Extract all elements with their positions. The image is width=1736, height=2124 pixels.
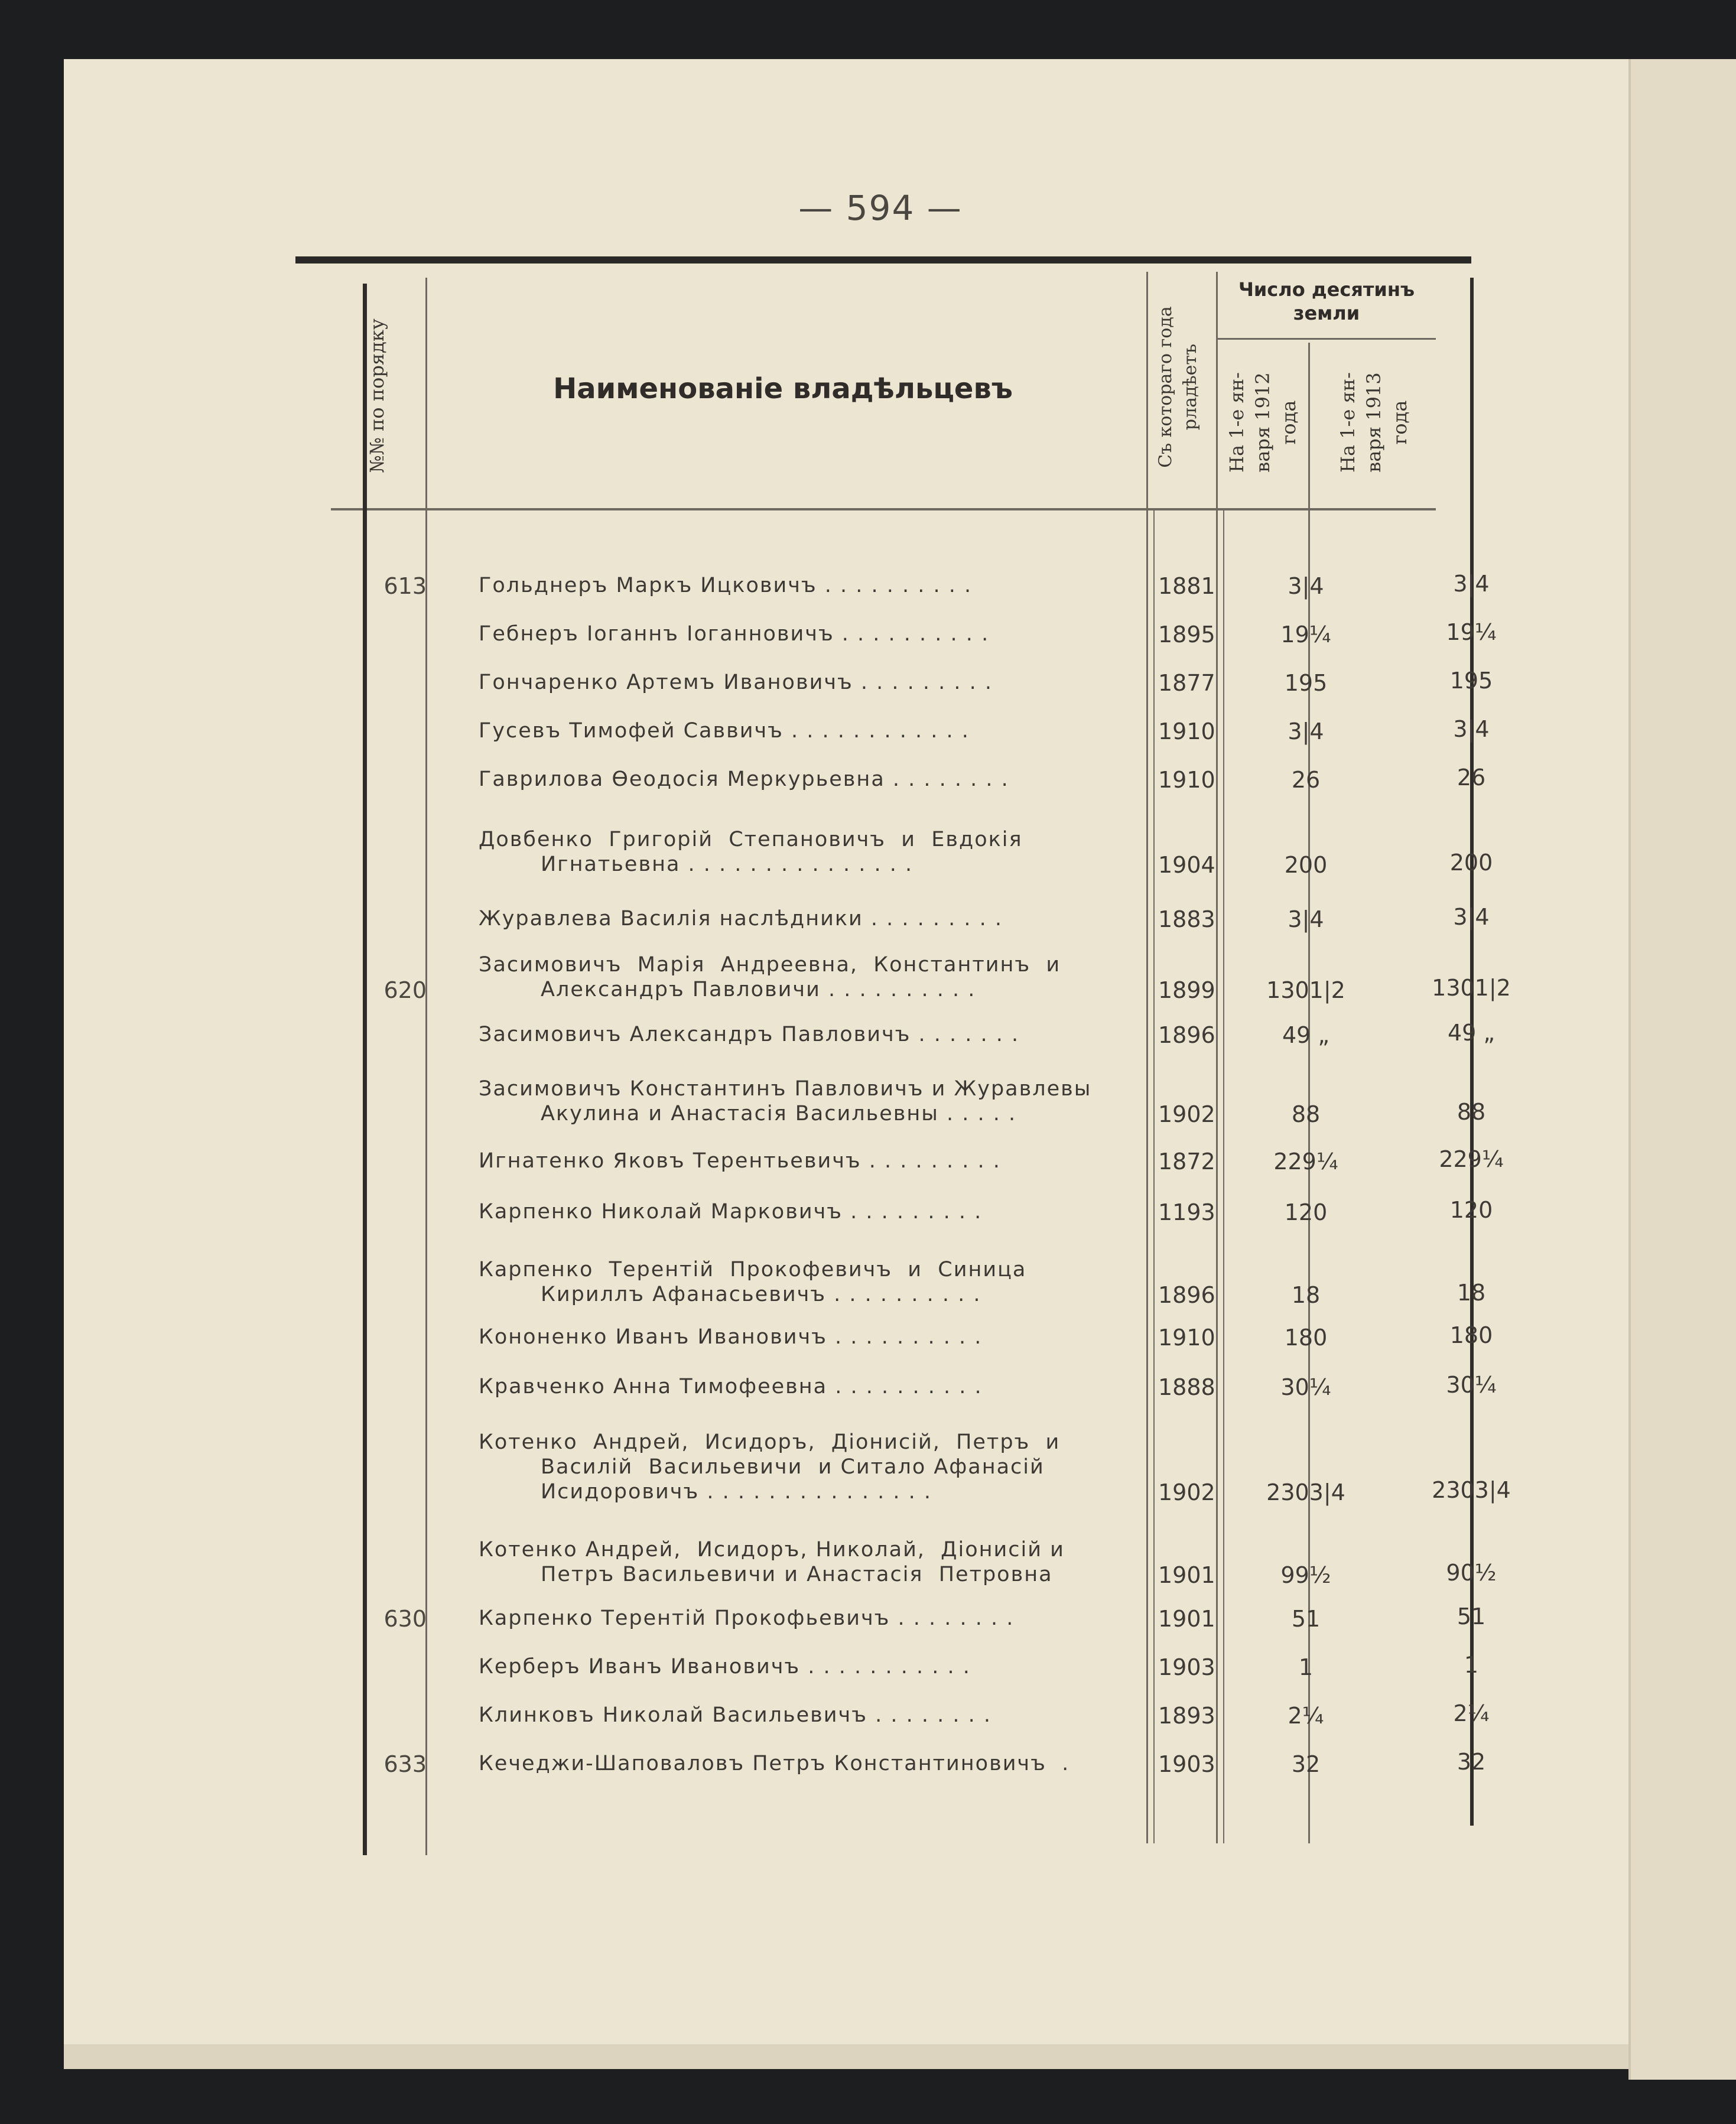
desyatin-1912: 3|4	[1288, 573, 1324, 599]
desyatin-1912: 19¼	[1280, 622, 1331, 648]
since-year: 1903	[1158, 1654, 1215, 1680]
owner-name: Игнатенко Яковъ Терентьевичъ . . . . . . . . .	[479, 1149, 1001, 1173]
row-number: 620	[383, 977, 427, 1003]
desyatin-1913: 200	[1449, 850, 1493, 876]
since-year: 1872	[1158, 1149, 1215, 1175]
desyatin-1913: 18	[1457, 1280, 1486, 1306]
desyatin-1912: 3|4	[1288, 718, 1324, 744]
desyatin-1913: 2303|4	[1432, 1477, 1511, 1503]
owner-name: Кечеджи-Шаповаловъ Петръ Константиновичъ .	[479, 1752, 1070, 1775]
desyatin-1912: 88	[1291, 1101, 1321, 1127]
since-year: 1896	[1158, 1282, 1215, 1308]
since-year: 1910	[1158, 767, 1215, 793]
desyatin-1913: 1301|2	[1432, 975, 1511, 1001]
desyatin-1913: 30¼	[1446, 1372, 1497, 1398]
desyatin-1912: 1	[1298, 1654, 1314, 1680]
since-year: 1903	[1158, 1751, 1215, 1777]
since-year: 1895	[1158, 622, 1215, 648]
owner-name: Довбенко Григорій Степановичъ и Евдокія Игнатьевна . . . . . . . . . . . . . . .	[479, 828, 1023, 876]
desyatin-1912: 2¼	[1288, 1703, 1324, 1729]
owner-name: Кононенко Иванъ Ивановичъ . . . . . . . . . .	[479, 1325, 983, 1349]
owner-name: Журавлева Василія наслѣдники . . . . . . . . .	[479, 907, 1003, 931]
desyatin-1913: 32	[1457, 1749, 1486, 1775]
since-year: 1896	[1158, 1022, 1215, 1048]
desyatin-1913: 195	[1449, 668, 1493, 694]
desyatin-1913: 19¼	[1446, 619, 1497, 645]
desyatin-1913: 2¼	[1453, 1700, 1490, 1726]
table-right-border	[1470, 278, 1474, 1826]
row-number: 630	[383, 1606, 427, 1632]
desyatin-1912: 180	[1284, 1325, 1328, 1351]
since-year: 1883	[1158, 906, 1215, 932]
owner-name: Карпенко Николай Марковичъ . . . . . . . . .	[479, 1200, 983, 1224]
col-divider-name-2	[1153, 508, 1155, 1843]
owner-name: Карпенко Терентій Прокофьевичъ . . . . . . . .	[479, 1606, 1015, 1630]
col-divider-year-2	[1223, 508, 1224, 1843]
page-bottom-edge	[64, 2044, 1628, 2069]
desyatin-1913: 229¼	[1439, 1146, 1504, 1172]
desyatin-1912: 49 „	[1282, 1022, 1330, 1048]
page-number: — 594 —	[798, 188, 963, 228]
desyatin-1912: 3|4	[1288, 906, 1324, 932]
owner-name: Котенко Андрей, Исидоръ, Николай, Діонисій и Петръ Васильевичи и Анастасія Петровна	[479, 1538, 1065, 1586]
since-year: 1193	[1158, 1199, 1215, 1225]
desyatin-1913: 26	[1457, 765, 1486, 791]
desyatin-1912: 32	[1291, 1751, 1321, 1777]
owner-name: Кравченко Анна Тимофеевна . . . . . . . . . .	[479, 1375, 983, 1398]
desyatin-1912: 26	[1291, 767, 1321, 793]
since-year: 1877	[1158, 670, 1215, 696]
header-col-since-year: Съ котораго года рладѣетъ	[1155, 306, 1201, 468]
owner-name: Гаврилова Ѳеодосія Меркурьевна . . . . . . . .	[479, 767, 1009, 791]
desyatin-1912: 51	[1291, 1606, 1321, 1632]
desyatin-1912: 2303|4	[1266, 1479, 1345, 1505]
owner-name: Гебнеръ Іоганнъ Іоганновичъ . . . . . . . . . .	[479, 622, 990, 646]
owner-name: Керберъ Иванъ Ивановичъ . . . . . . . . . . .	[479, 1655, 971, 1679]
since-year: 1899	[1158, 977, 1215, 1003]
table-top-rule	[295, 256, 1471, 264]
since-year: 1902	[1158, 1479, 1215, 1505]
owner-name: Гольднеръ Маркъ Ицковичъ . . . . . . . . . .	[479, 574, 973, 597]
since-year: 1910	[1158, 1325, 1215, 1351]
owner-name: Клинковъ Николай Васильевичъ . . . . . . . .	[479, 1703, 991, 1727]
header-col-desyatin-group: Число десятинъ земли	[1238, 278, 1415, 324]
desyatin-1913: 180	[1449, 1322, 1493, 1348]
header-col-1913: На 1-е ян- варя 1913 года	[1337, 372, 1411, 473]
since-year: 1910	[1158, 718, 1215, 744]
desyatin-1913: 3|4	[1453, 716, 1490, 742]
desyatin-1913: 1	[1464, 1652, 1479, 1678]
desyatin-1912: 120	[1284, 1199, 1328, 1225]
owner-name: Засимовичъ Александръ Павловичъ . . . . . . .	[479, 1023, 1020, 1046]
owner-name: Гусевъ Тимофей Саввичъ . . . . . . . . . . . .	[479, 719, 970, 743]
owner-name: Гончаренко Артемъ Ивановичъ . . . . . . . . .	[479, 671, 993, 694]
header-bottom-rule	[331, 508, 1436, 510]
since-year: 1901	[1158, 1606, 1215, 1632]
desyatin-1912: 200	[1284, 852, 1328, 878]
row-number: 633	[383, 1751, 427, 1777]
desyatin-1913: 120	[1449, 1197, 1493, 1223]
desyatin-1912: 99½	[1280, 1562, 1331, 1588]
since-year: 1901	[1158, 1562, 1215, 1588]
desyatin-1913: 51	[1457, 1603, 1486, 1629]
since-year: 1902	[1158, 1101, 1215, 1127]
owner-name: Карпенко Терентій Прокофевичъ и Синица Кириллъ Афанасьевичъ . . . . . . . . . .	[479, 1258, 1027, 1306]
desyatin-1912: 195	[1284, 670, 1328, 696]
since-year: 1904	[1158, 852, 1215, 878]
header-col-1912: На 1-е ян- варя 1912 года	[1225, 372, 1300, 473]
row-number: 613	[383, 573, 427, 599]
since-year: 1893	[1158, 1703, 1215, 1729]
group-header-rule	[1217, 338, 1436, 340]
owner-name: Засимовичъ Марія Андреевна, Константинъ и Александръ Павловичи . . . . . . . . . .	[479, 953, 1061, 1001]
owner-name: Засимовичъ Константинъ Павловичъ и Журавлевы Акулина и Анастасія Васильевны . . . . .	[479, 1077, 1092, 1126]
facing-page-edge	[1628, 59, 1736, 2080]
desyatin-1912: 30¼	[1280, 1374, 1331, 1400]
desyatin-1912: 1301|2	[1266, 977, 1345, 1003]
since-year: 1888	[1158, 1374, 1215, 1400]
desyatin-1913: 3|4	[1453, 904, 1490, 930]
desyatin-1913: 49 „	[1447, 1020, 1496, 1046]
desyatin-1913: 90½	[1446, 1560, 1497, 1586]
header-col-number: №№ по порядку	[366, 318, 388, 473]
desyatin-1913: 88	[1457, 1099, 1486, 1125]
desyatin-1912: 229¼	[1273, 1149, 1338, 1175]
owner-name: Котенко Андрей, Исидоръ, Діонисій, Петръ и Василій Васильевичи и Ситало Афанасій Исидоровичъ . . . . . . . . . . . . . . .	[479, 1430, 1061, 1504]
desyatin-1912: 18	[1291, 1282, 1321, 1308]
since-year: 1881	[1158, 573, 1215, 599]
header-col-owner-name: Наименованіе владѣльцевъ	[553, 372, 1013, 405]
desyatin-1913: 3|4	[1453, 571, 1490, 597]
